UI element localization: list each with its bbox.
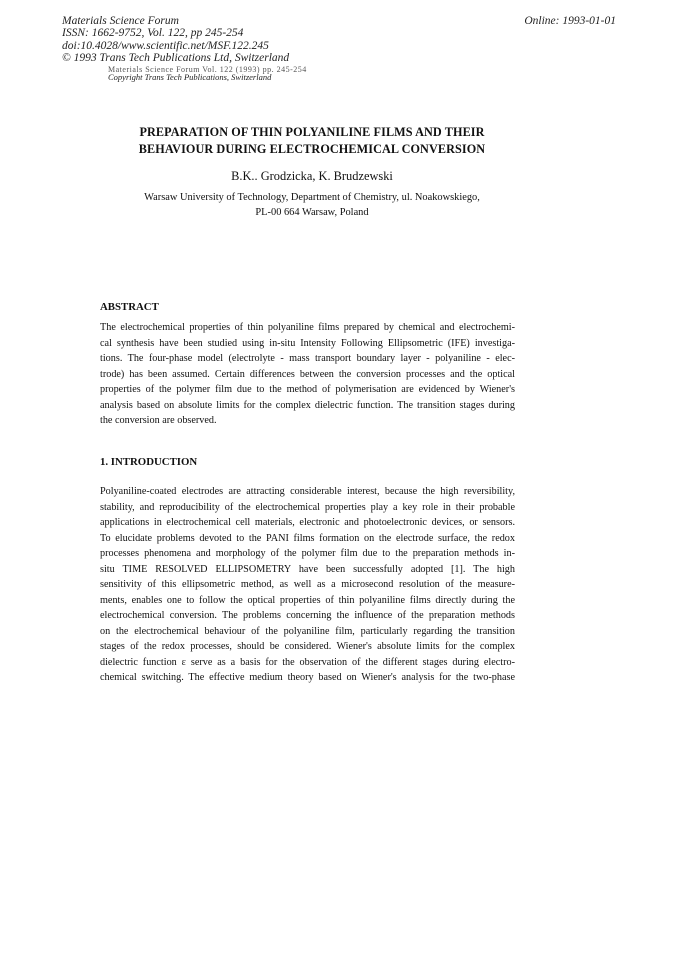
introduction-text: [100, 484, 515, 686]
abstract-line: the conversion are observed.: [100, 415, 217, 426]
intro-line: processes phenomena and morphology of the polymer film due to the preparation methods in-: [100, 548, 515, 559]
abstract-line: analysis based on absolute limits for the complex dielectric function. The transition stages during: [100, 399, 515, 411]
abstract-line: cal synthesis have been studied using in-situ Intensity Following Ellipsometric (IFE) investiga-: [100, 337, 515, 349]
intro-line: applications in electrochemical cell materials, electronic and photoelectronic devices, or sensors.: [100, 517, 515, 528]
intro-line: stability, and reproducibility of the electrochemical properties play a key role in their probable: [100, 501, 515, 513]
abstract-line: tions. The four-phase model (electrolyte - mass transport boundary layer - polyaniline - elec-: [100, 353, 515, 364]
abstract-line: properties of the polymer film due to the method of polymerisation are evidenced by Wiener's: [100, 384, 515, 395]
intro-line: Polyaniline-coated electrodes are attracting considerable interest, because the high reversibility,: [100, 486, 515, 497]
abstract-text: [100, 320, 515, 429]
doi-line: doi:10.4028/www.scientific.net/MSF.122.245: [62, 39, 269, 52]
paper-title: [100, 124, 524, 158]
intro-line: on the electrochemical behaviour of the polyaniline film, particularly regarding the transition: [100, 625, 515, 637]
intro-line: electrochemical conversion. The problems concerning the influence of the preparation methods: [100, 610, 515, 621]
title-line: BEHAVIOUR DURING ELECTROCHEMICAL CONVERSION: [138, 142, 486, 156]
title-line: PREPARATION OF THIN POLYANILINE FILMS AND THEIR: [139, 125, 485, 139]
abstract-heading: ABSTRACT: [100, 301, 159, 313]
intro-line: ments, enables one to follow the optical properties of thin polyaniline films directly during the: [100, 594, 515, 606]
intro-line: chemical switching. The effective medium theory based on Wiener's analysis for the two-phase: [100, 672, 515, 683]
abstract-line: The electrochemical properties of thin polyaniline films prepared by chemical and electrochemi-: [100, 322, 515, 333]
abstract-line: trode) has been assumed. Certain differences between the conversion processes and the optical: [100, 368, 515, 380]
online-date: Online: 1993-01-01: [524, 15, 616, 27]
authors: B.K.. Grodzicka, K. Brudzewski: [231, 169, 393, 183]
introduction-heading: 1. INTRODUCTION: [100, 456, 198, 468]
publisher-copyright-line: © 1993 Trans Tech Publications Ltd, Switzerland: [62, 52, 290, 65]
affiliation-line: PL-00 664 Warsaw, Poland: [255, 207, 369, 218]
journal-name: Materials Science Forum: [62, 15, 179, 27]
issn-line: ISSN: 1662-9752, Vol. 122, pp 245-254: [62, 27, 244, 40]
clipped-running-header: Materials Science Forum Vol. 122 (1993) pp. 245-254: [108, 65, 307, 74]
intro-line: dielectric function ε serve as a basis for the observation of the different stages during electro-: [100, 656, 515, 668]
journal-meta: [62, 15, 289, 65]
intro-line: situ TIME RESOLVED ELLIPSOMETRY have been successfully adopted [1]. The high: [100, 563, 515, 575]
intro-line: To elucidate problems devoted to the PANI films formation on the electrode surface, the redox: [100, 532, 515, 544]
affiliation: [100, 190, 524, 220]
original-copyright: Copyright Trans Tech Publications, Switzerland: [108, 72, 272, 82]
affiliation-line: Warsaw University of Technology, Department of Chemistry, ul. Noakowskiego,: [144, 192, 480, 203]
intro-line: sensitivity of this ellipsometric method, as well as a microsecond resolution of the measure-: [100, 579, 515, 590]
intro-line: stages of the redox processes, should be considered. Wiener's absolute limits for the complex: [100, 641, 515, 652]
